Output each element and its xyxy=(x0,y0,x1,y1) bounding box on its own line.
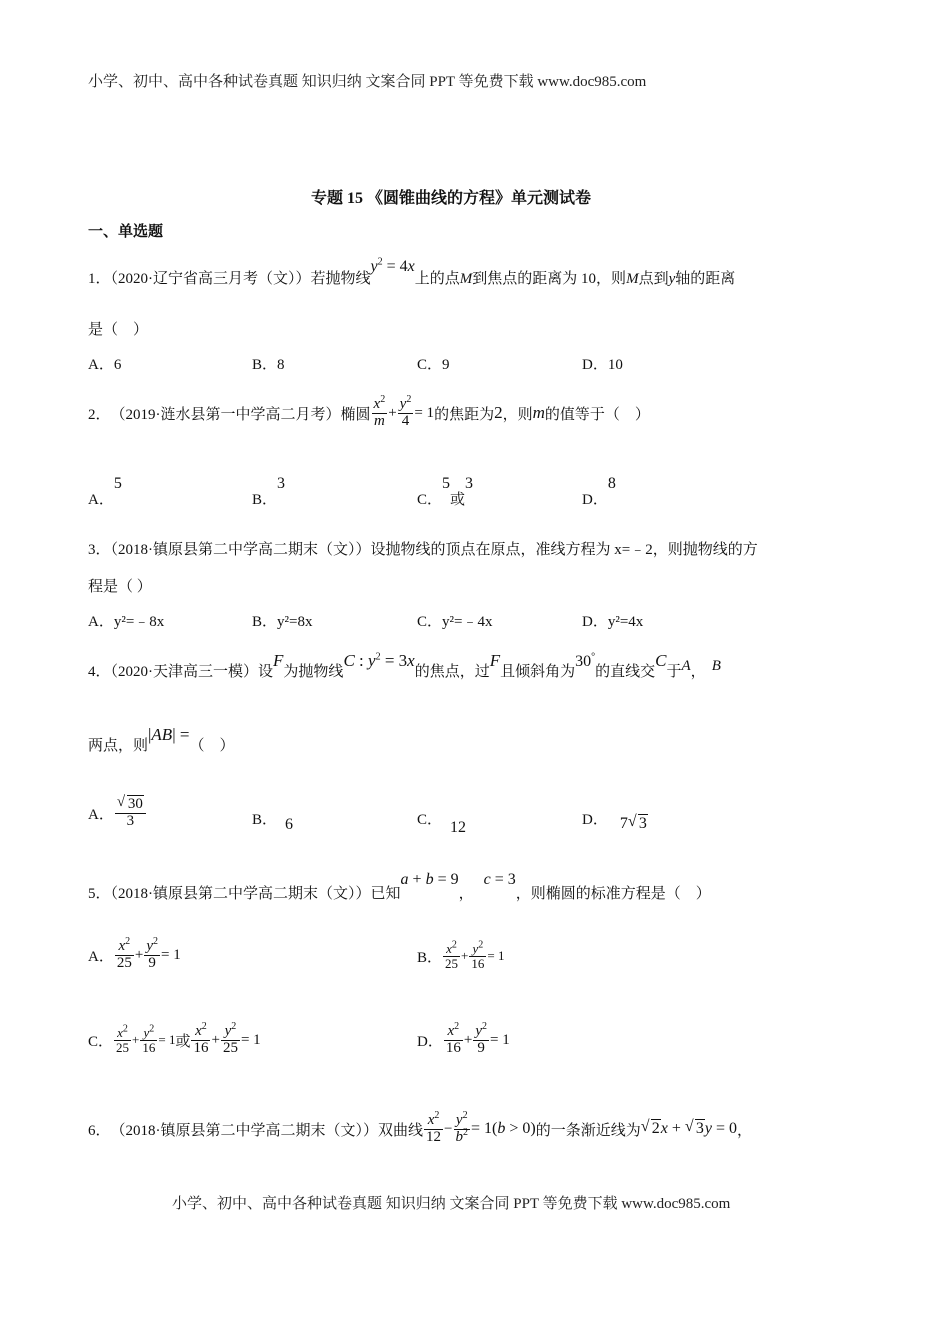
q2-option-a: A．5 xyxy=(88,475,122,508)
question-4: 4．（2020·天津高三一模）设F为抛物线C : $y^2 = 3x$的焦点，过F且倾斜角为30°的直线交C于A， B xyxy=(88,651,721,680)
page-header: 小学、初中、高中各种试卷真题 知识归纳 文案合同 PPT 等免费下载 www.doc985.com xyxy=(88,74,647,90)
q4-option-d: D． 7 √ 3 xyxy=(582,812,647,832)
question-6: 6． （2018·镇原县第二中学高二期末（文）） 双曲线 $\frac{x^2}{12}$ − $\frac{y^2}{b^2}$ = 1(b > 0) 的一条渐近线为 √ 2x + √ 3y = 0 ， xyxy=(88,1109,753,1145)
q4-option-c: C． 12 xyxy=(417,812,467,836)
q1-option-b: B．8 xyxy=(252,357,285,373)
q1-option-d: D．10 xyxy=(582,357,623,373)
question-2: 2． （2019·涟水县第一中学高二月考） 椭圆 $\frac{x^2}{m}$ + $\frac{y^2}{4}$ = 1 的焦距为 2 ，则 m 的值等于（ ） xyxy=(88,393,650,429)
question-3-line-2: 程是（ ） xyxy=(88,579,152,595)
q2-option-c: C．5或3 xyxy=(417,475,474,508)
q1-option-a: A．6 xyxy=(88,357,122,373)
q5-option-d: D． $\frac{x^2}{16}$ + $\frac{y^2}{9}$ = 1 xyxy=(417,1020,510,1056)
ellipse-fraction-y: $\frac{y^2}{4}$ xyxy=(399,393,412,429)
c-equals-3: c = 3 xyxy=(483,871,516,888)
q3-option-d: D．y²=4x xyxy=(582,614,644,630)
question-3: 3．（2018·镇原县第二中学高二期末（文））设抛物线的顶点在原点，准线方程为 x=﹣2，则抛物线的方 xyxy=(88,542,758,558)
ellipse-fraction-x: $\frac{x^2}{m}$ xyxy=(373,393,386,429)
page-footer: 小学、初中、高中各种试卷真题 知识归纳 文案合同 PPT 等免费下载 www.doc985.com xyxy=(172,1196,731,1212)
q3-option-b: B．y²=8x xyxy=(252,614,313,630)
page-title: 专题 15 《圆锥曲线的方程》单元测试卷 xyxy=(311,190,592,207)
q5-option-a: A． $\frac{x^2}{25}$ + $\frac{y^2}{9}$ = 1 xyxy=(88,935,181,971)
question-5: 5．（2018·镇原县第二中学高二期末（文））已知a + b = 9，c = 3，则椭圆的标准方程是（ ） xyxy=(88,871,711,902)
asymptote-equation: √ 2x + √ 3y = 0 xyxy=(640,1118,738,1137)
q4-option-b: B． 6 xyxy=(252,812,294,833)
q5-option-b: B． $\frac{x^2}{25}$ + $\frac{y^2}{16}$ = 1 xyxy=(417,939,505,971)
q4-option-a: A． √ 30 3 xyxy=(88,788,147,838)
question-1: 1．（2020·辽宁省高三月考（文））若抛物线$y^2 = 4x$上的点M到焦点的距离为 10，则M点到y轴的距离 xyxy=(88,256,736,287)
q3-option-a: A．y²=﹣8x xyxy=(88,614,165,630)
parabola-equation: $y^2 = 4x$ xyxy=(370,256,415,275)
q2-option-d: D．8 xyxy=(582,475,616,508)
angle-30: 30° xyxy=(575,651,596,670)
section-heading: 一、单选题 xyxy=(88,224,164,240)
question-4-line-2: 两点，则|AB| =（ ） xyxy=(88,725,235,754)
q5-option-c: C． $\frac{x^2}{25}$ + $\frac{y^2}{16}$ = 1 或 $\frac{x^2}{16}$ + $\frac{y^2}{25}$ = 1 xyxy=(88,1020,261,1056)
parabola-c-equation: C : $y^2 = 3x$ xyxy=(343,651,415,670)
q2-option-b: B．3 xyxy=(252,475,286,508)
sum-a-b: a + b = 9 xyxy=(400,871,459,888)
abs-ab: |AB| = xyxy=(148,725,190,744)
question-1-line-2: 是（ ） xyxy=(88,322,149,338)
q3-option-c: C．y²=﹣4x xyxy=(417,614,493,630)
q1-option-c: C．9 xyxy=(417,357,450,373)
